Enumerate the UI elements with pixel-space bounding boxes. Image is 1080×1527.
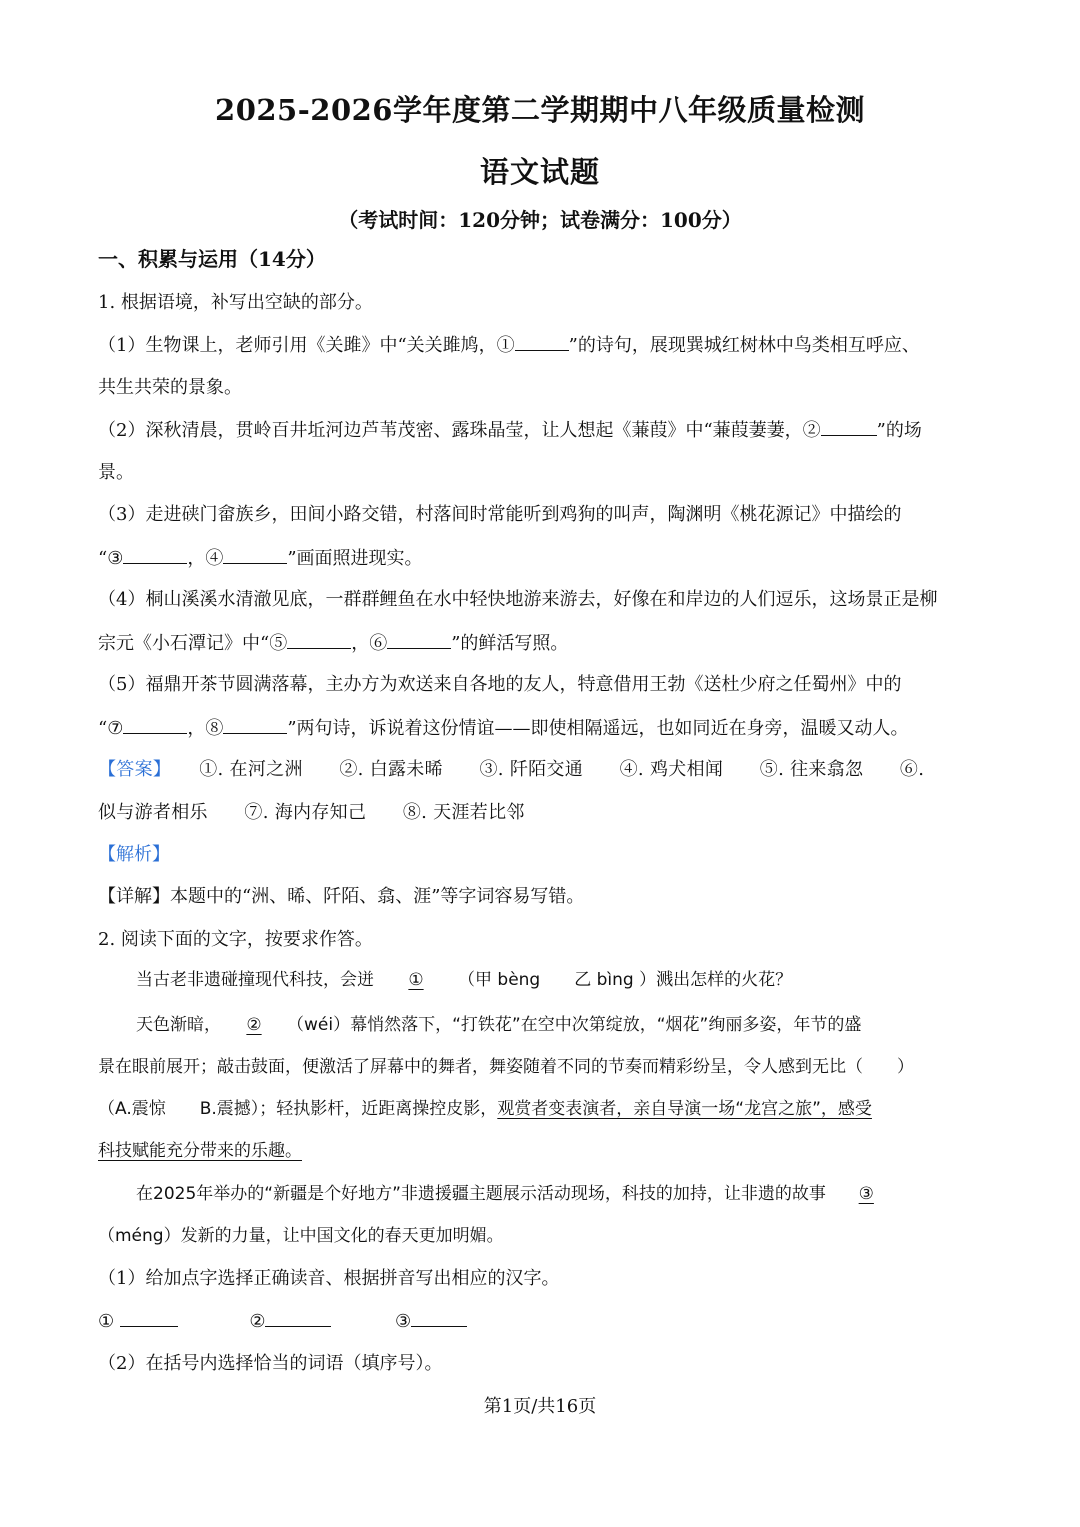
passage-para-2-line1 <box>136 1012 988 1038</box>
fill-blank-1[interactable] <box>515 332 569 351</box>
passage-para-2-line3 <box>98 1096 988 1122</box>
passage-para-3-line1 <box>136 1181 988 1207</box>
passage-text: （wéi）幕悄然落下，“打铁花”在空中次第绽放，“烟花”绚丽多姿，年节的盛 <box>287 1015 862 1035</box>
q1-sub1-text-b: ”的诗句，展现巽城红树林中鸟类相互呼应、 <box>568 335 920 356</box>
q1-sub5-line2 <box>98 715 988 742</box>
q1-sub1-line2: 共生共荣的景象。 <box>98 377 242 398</box>
passage-blank-1[interactable]: ① <box>408 970 424 990</box>
passage-para-1 <box>136 967 988 993</box>
passage-text: 天色渐暗， <box>136 1015 221 1035</box>
answer-text-1: ①. 在河之洲 ②. 白露未晞 ③. 阡陌交通 ④. 鸡犬相闻 ⑤. 往来翕忽 ⑥. <box>199 759 925 780</box>
passage-para-2-line2: 景在眼前展开；敲击鼓面，便激活了屏幕中的舞者，舞姿随着不同的节奏而精彩纷呈，令人感到无比（ ） <box>98 1057 914 1077</box>
passage-blank-3[interactable]: ③ <box>858 1184 874 1204</box>
analysis-label: 【解析】 <box>98 844 170 865</box>
q1-sub3-text-c: ”画面照进现实。 <box>287 548 423 569</box>
q1-sub5-text-c: ”两句诗，诉说着这份情谊——即使相隔遥远，也如同近在身旁，温暖又动人。 <box>287 718 909 739</box>
answer-blank-3[interactable] <box>411 1308 467 1327</box>
q1-sub2-line1 <box>98 417 988 444</box>
detail-explanation: 【详解】本题中的“洲、晞、阡陌、翕、涯”等字词容易写错。 <box>98 886 585 907</box>
answer-line-1 <box>98 757 988 783</box>
question-1-stem: 1. 根据语境，补写出空缺的部分。 <box>98 292 373 313</box>
q2-sub1-answer-blanks <box>98 1308 988 1335</box>
fill-blank-2[interactable] <box>821 417 877 436</box>
exam-title: 2025-2026学年度第二学期期中八年级质量检测 <box>215 93 865 127</box>
q1-sub4-text-c: ”的鲜活写照。 <box>451 633 569 654</box>
q1-sub3-line2 <box>98 545 988 572</box>
page-number: 第1页/共16页 <box>483 1396 597 1417</box>
q1-sub1-line1 <box>98 332 988 359</box>
passage-para-3-line2: （méng）发新的力量，让中国文化的春天更加明媚。 <box>98 1226 504 1246</box>
q1-sub4-text-a: 宗元《小石潭记》中“⑤ <box>98 633 288 654</box>
fill-blank-5[interactable] <box>287 630 351 649</box>
passage-text: （甲 bèng 乙 bìng ）溅出怎样的火花？ <box>458 970 793 990</box>
q1-sub5-line1: （5）福鼎开茶节圆满落幕，主办方为欢送来自各地的友人，特意借用王勃《送杜少府之任蜀州》中的 <box>98 674 902 695</box>
section-heading: 一、积累与运用（14分） <box>98 247 326 271</box>
question-2-stem: 2. 阅读下面的文字，按要求作答。 <box>98 929 373 950</box>
q1-sub4-line1: （4）桐山溪溪水清澈见底，一群群鲤鱼在水中轻快地游来游去，好像在和岸边的人们逗乐，这场景正是柳 <box>98 589 938 610</box>
passage-underlined-sentence-end: 科技赋能充分带来的乐趣。 <box>98 1141 302 1161</box>
analysis-tag <box>98 842 988 868</box>
fill-blank-3[interactable] <box>123 545 187 564</box>
q2-sub2-prompt: （2）在括号内选择恰当的词语（填序号）。 <box>98 1353 443 1374</box>
answer-line-2: 似与游者相乐 ⑦. 海内存知己 ⑧. 天涯若比邻 <box>98 802 525 823</box>
blank-label: ② <box>249 1311 266 1332</box>
fill-blank-7[interactable] <box>123 715 187 734</box>
q1-sub4-text-b: ，⑥ <box>351 633 388 654</box>
q2-sub1-prompt: （1）给加点字选择正确读音、根据拼音写出相应的汉字。 <box>98 1268 560 1289</box>
fill-blank-6[interactable] <box>387 630 451 649</box>
passage-underlined-sentence: 观赏者变表演者，亲自导演一场“龙宫之旅”，感受 <box>497 1099 872 1119</box>
q1-sub2-text-b: ”的场 <box>876 420 922 441</box>
passage-para-2-line4 <box>98 1138 988 1164</box>
exam-subtitle: 语文试题 <box>479 155 600 189</box>
q1-sub3-text-a: “③ <box>98 548 124 569</box>
q1-sub4-line2 <box>98 630 988 657</box>
q1-sub2-text-a: （2）深秋清晨，贯岭百井坵河边芦苇茂密、露珠晶莹，让人想起《蒹葭》中“蒹葭萋萋，② <box>98 420 821 441</box>
passage-blank-2[interactable]: ② <box>246 1015 262 1035</box>
answer-tag: 【答案】 <box>98 759 172 780</box>
q1-sub2-line2: 景。 <box>98 462 134 483</box>
passage-text: 在2025年举办的“新疆是个好地方”非遗援疆主题展示活动现场，科技的加持，让非遗的故事 <box>136 1184 826 1204</box>
q1-sub3-line1: （3）走进硖门畲族乡，田间小路交错，村落间时常能听到鸡狗的叫声，陶渊明《桃花源记》中描绘的 <box>98 504 902 525</box>
exam-info: （考试时间：120分钟；试卷满分：100分） <box>338 208 742 232</box>
q1-sub1-text-a: （1）生物课上，老师引用《关雎》中“关关雎鸠，① <box>98 335 515 356</box>
answer-blank-2[interactable] <box>265 1308 331 1327</box>
passage-text: 当古老非遗碰撞现代科技，会迸 <box>136 970 374 990</box>
q1-sub5-text-a: “⑦ <box>98 718 124 739</box>
blank-label: ③ <box>394 1311 412 1332</box>
passage-text: （A.震惊 B.震撼）；轻执影杆，近距离操控皮影， <box>98 1099 498 1119</box>
fill-blank-4[interactable] <box>223 545 287 564</box>
q1-sub5-text-b: ，⑧ <box>187 718 224 739</box>
q1-sub3-text-b: ，④ <box>187 548 224 569</box>
blank-label: ① <box>98 1311 115 1332</box>
fill-blank-8[interactable] <box>223 715 287 734</box>
answer-blank-1[interactable] <box>120 1308 178 1327</box>
